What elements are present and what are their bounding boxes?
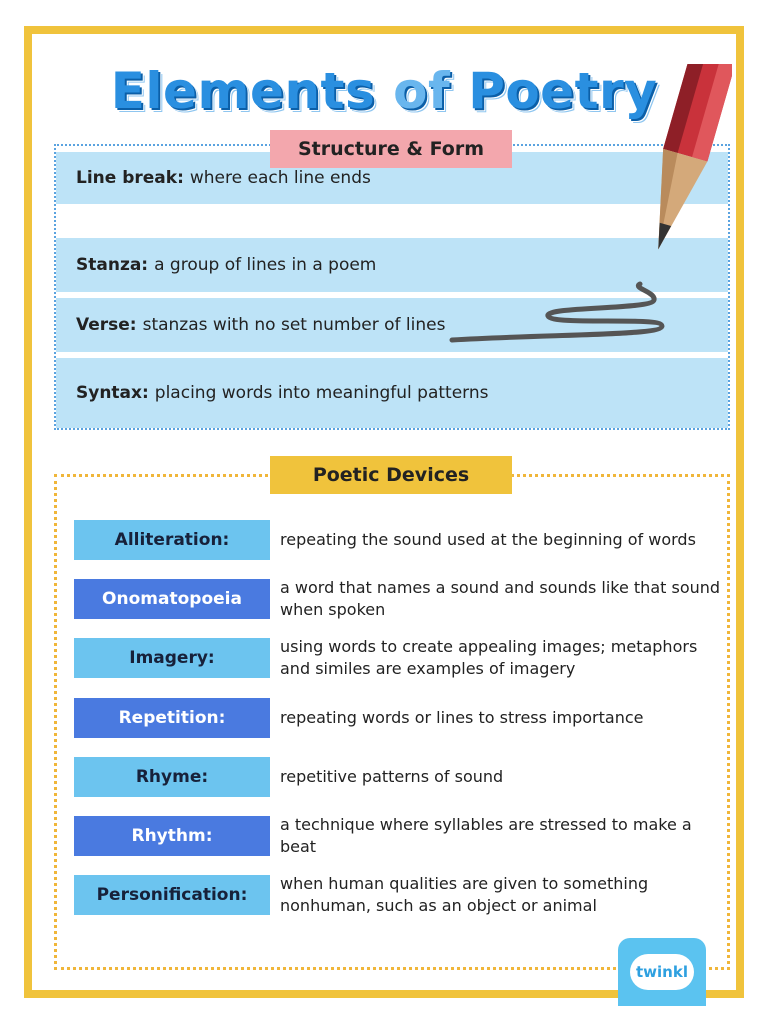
device-term: Personification: [74, 875, 270, 915]
poster [24, 26, 744, 998]
device-definition: repetitive patterns of sound [280, 766, 504, 786]
structure-definition: placing words into meaningful patterns [154, 383, 489, 403]
twinkl-logo-text: twinkl [630, 954, 694, 990]
device-term: Alliteration: [74, 520, 270, 560]
device-definition: using words to create appealing images; metaphors and similes are examples of imagery [280, 636, 698, 678]
structure-definition: where each line ends [189, 168, 371, 188]
structure-definition: stanzas with no set number of lines [142, 315, 446, 335]
devices-heading: Poetic Devices [270, 456, 512, 494]
device-row-imagery [74, 636, 734, 680]
device-definition: a technique where syllables are stressed to make a beat [280, 814, 692, 856]
twinkl-logo [618, 938, 706, 1006]
device-term: Imagery: [74, 638, 270, 678]
device-row-alliteration [74, 518, 734, 562]
structure-term: Line break: [76, 168, 184, 188]
device-row-repetition [74, 696, 734, 740]
pencil-icon [636, 64, 732, 256]
structure-heading: Structure & Form [270, 130, 512, 168]
structure-definition: a group of lines in a poem [154, 255, 377, 275]
structure-term: Verse: [76, 315, 137, 335]
title-word-of: of [393, 62, 451, 120]
device-definition: repeating words or lines to stress importance [280, 707, 644, 727]
device-row-rhythm [74, 814, 734, 858]
title-word-poetry: Poetry [468, 62, 658, 120]
device-term: Onomatopoeia [74, 579, 270, 619]
structure-item-syntax [56, 358, 728, 428]
structure-term: Stanza: [76, 255, 149, 275]
device-definition: repeating the sound used at the beginning of words [280, 529, 696, 549]
pencil-illustration [432, 64, 732, 354]
device-row-rhyme [74, 755, 734, 799]
device-definition: a word that names a sound and sounds like that sound when spoken [280, 577, 721, 619]
device-row-onomatopoeia [74, 577, 734, 621]
device-term: Rhyme: [74, 757, 270, 797]
title-word-elements: Elements [110, 62, 376, 120]
device-row-personification [74, 873, 734, 917]
device-definition: when human qualities are given to something nonhuman, such as an object or animal [280, 873, 649, 915]
device-term: Rhythm: [74, 816, 270, 856]
scribble-line [452, 284, 662, 340]
structure-term: Syntax: [76, 383, 149, 403]
device-term: Repetition: [74, 698, 270, 738]
